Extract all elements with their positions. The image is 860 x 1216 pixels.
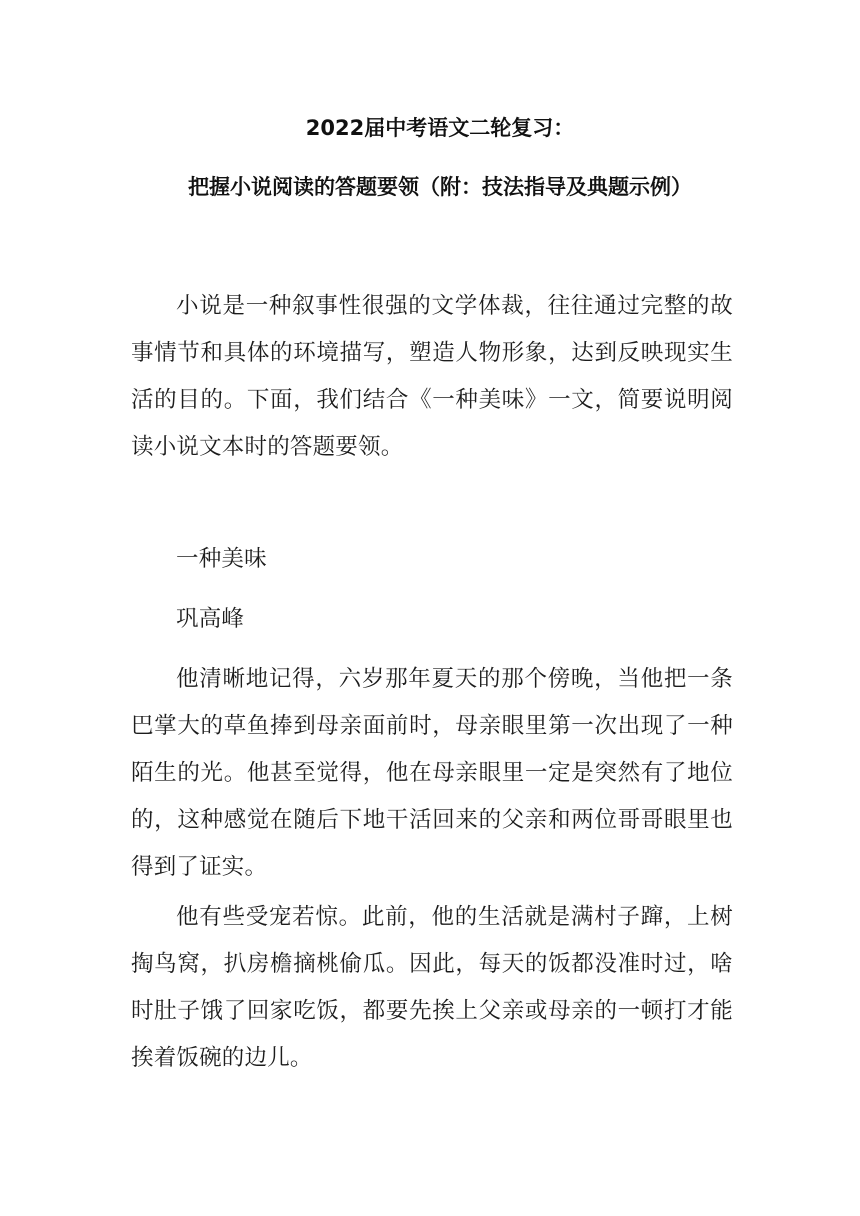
story-paragraph: 他清晰地记得，六岁那年夏天的那个傍晚，当他把一条巴掌大的草鱼捧到母亲面前时，母亲眼里第一次出现了一种陌生的光。他甚至觉得，他在母亲眼里一定是突然有了地位的，这种感觉在随后下地干活回来的父亲和两位哥哥眼里也得到了证实。 <box>131 666 733 880</box>
document-title-line-1: 2022届中考语文二轮复习： <box>305 116 575 140</box>
story-title: 一种美味 <box>176 546 267 572</box>
story-paragraph: 他有些受宠若惊。此前，他的生活就是满村子蹿，上树掏鸟窝，扒房檐摘桃偷瓜。因此，每天的饭都没准时过，啥时肚子饿了回家吃饭，都要先挨上父亲或母亲的一顿打才能挨着饭碗的边儿。 <box>131 904 733 1071</box>
story-author: 巩高峰 <box>176 606 245 632</box>
document-title-line-2: 把握小说阅读的答题要领（附：技法指导及典题示例） <box>188 175 692 199</box>
intro-paragraph: 小说是一种叙事性很强的文学体裁，往往通过完整的故事情节和具体的环境描写，塑造人物形象，达到反映现实生活的目的。下面，我们结合《一种美味》一文，简要说明阅读小说文本时的答题要领。 <box>131 293 733 460</box>
